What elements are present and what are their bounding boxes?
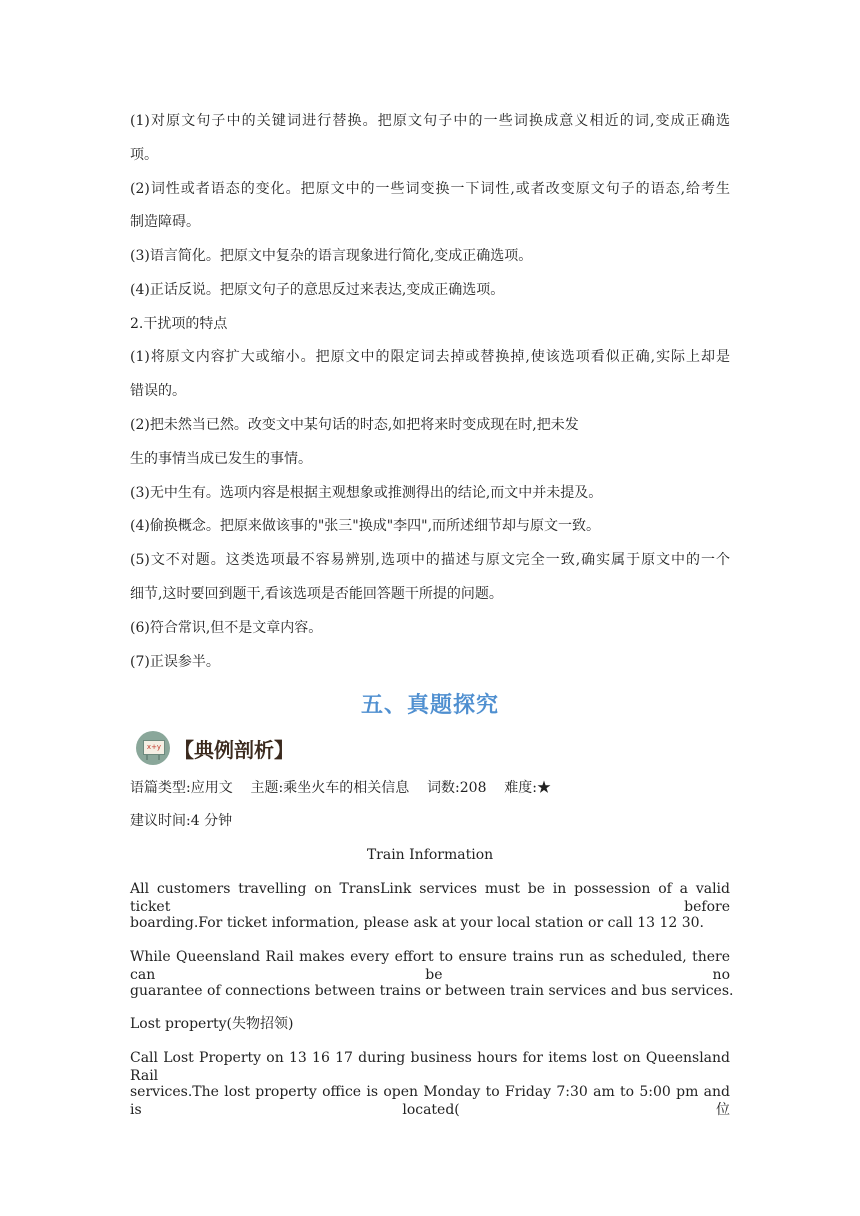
article-line: All customers travelling on TransLink services must be in possession of a valid ticket before	[130, 881, 730, 915]
article-line: services.The lost property office is open Monday to Friday 7:30 am to 5:00 pm and is located(位	[130, 1084, 730, 1118]
example-banner	[136, 730, 294, 766]
article-line: boarding.For ticket information, please ask at your local station or call 13 12 30.	[130, 915, 704, 931]
text-line: (3)语言简化。把原文中复杂的语言现象进行简化,变成正确选项。	[130, 248, 533, 264]
text-line: 细节,这时要回到题干,看该选项是否能回答题干所提的问题。	[130, 586, 503, 602]
article-line: Call Lost Property on 13 16 17 during business hours for items lost on Queensland Rail	[130, 1050, 730, 1084]
section-heading: 五、真题探究	[360, 693, 499, 718]
passage-meta: 语篇类型:应用文 主题:乘坐火车的相关信息 词数:208 难度:★	[130, 780, 551, 796]
text-line: 制造障碍。	[130, 214, 200, 230]
text-line: 生的事情当成已发生的事情。	[130, 451, 312, 467]
blackboard-icon	[136, 731, 170, 765]
text-line: (6)符合常识,但不是文章内容。	[130, 620, 323, 636]
article-subheading: Lost property(失物招领)	[130, 1016, 294, 1032]
text-line: (7)正误参半。	[130, 654, 220, 670]
article-line: While Queensland Rail makes every effort to ensure trains run as scheduled, there can be no	[130, 949, 730, 983]
text-line: 项。	[130, 147, 158, 163]
text-line: (2)把未然当已然。改变文中某句话的时态,如把将来时变成现在时,把未发	[130, 417, 579, 433]
text-line: (1)将原文内容扩大或缩小。把原文中的限定词去掉或替换掉,使该选项看似正确,实际上却是	[130, 349, 730, 365]
text-line: (3)无中生有。选项内容是根据主观想象或推测得出的结论,而文中并未提及。	[130, 485, 603, 501]
text-line: (4)正话反说。把原文句子的意思反过来表达,变成正确选项。	[130, 282, 505, 298]
text-line: (5)文不对题。这类选项最不容易辨别,选项中的描述与原文完全一致,确实属于原文中的一个	[130, 552, 730, 568]
text-line: (1)对原文句子中的关键词进行替换。把原文句子中的一些词换成意义相近的词,变成正确选	[130, 113, 730, 129]
text-line: (2)词性或者语态的变化。把原文中的一些词变换一下词性,或者改变原文句子的语态,给考生	[130, 181, 730, 197]
suggested-time: 建议时间:4 分钟	[130, 813, 233, 829]
example-banner-label: 【典例剖析】	[174, 737, 294, 762]
blackboard-icon-text: x+y	[143, 740, 165, 755]
article-line: guarantee of connections between trains or between train services and bus services.	[130, 983, 734, 999]
text-line: 错误的。	[130, 383, 186, 399]
article-title: Train Information	[366, 847, 494, 863]
text-line: (4)偷换概念。把原来做该事的"张三"换成"李四",而所述细节却与原文一致。	[130, 518, 601, 534]
subsection-title: 2.干扰项的特点	[130, 316, 228, 332]
